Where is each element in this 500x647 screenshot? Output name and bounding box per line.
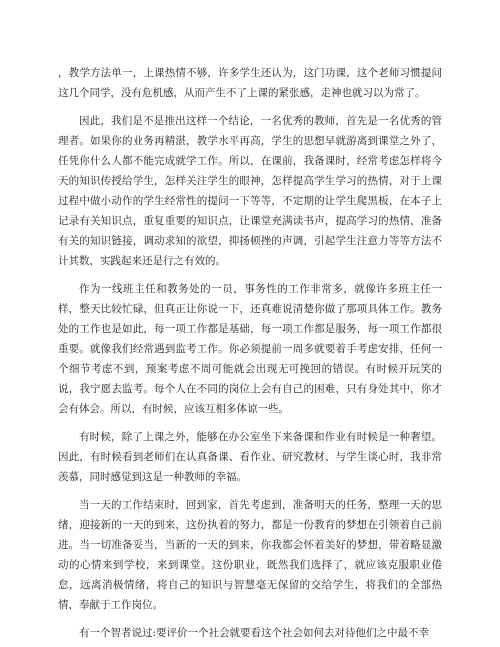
- paragraph-4: 有时候，除了上课之外，能够在办公室坐下来备课和作业有时候是一种奢望。因此，有时候看到老师们在认真备课、看作业、研究教材、与学生谈心时，我非常羡慕，同时感觉到这是一种教师的幸福。: [58, 431, 442, 483]
- paragraph-2: 因此，我们是不是推出这样一个结论，一名优秀的教师，首先是一名优秀的管理者。如果你的业务再精湛，教学水平再高，学生的思想早就游离到课堂之外了，任凭你什么人都不能完成就学工作。所以，在课前，我备课时，经常考虑怎样将今天的知识传授给学生，怎样关注学生的眼神，怎样提高学生学习的热情，对于上课过程中做小动作的学生经常性的提问一下等等，不定期的让学生爬黑板，在本子上记录有关知识点，重复重要的知识点，让课堂充满读书声，提高学习的热情，准备有关的知识链接，调动求知的欲望，抑扬顿挫的声调，引起学生注意力等等方法不计其数，实践起来还是行之有效的。: [58, 115, 442, 267]
- paragraph-1: ，教学方法单一，上课热情不够，许多学生还认为，这门功课，这个老师习惯提问这几个同学，没有危机感，从而产生不了上课的紧张感，走神也就习以为常了。: [58, 67, 442, 99]
- paragraph-6: 有一个智者说过:要评价一个社会就要看这个社会如何去对待他们之中最不幸: [79, 627, 430, 639]
- paragraph-5: 当一天的工作结束时，回到家，首先考虑到，准备明天的任务，整理一天的思绪，迎接新的一天的到来，这份执着的努力，都是一份教育的梦想在引领着自己前进。当一切准备妥当，当新的一天的到来，你我都会怀着美好的梦想，带着略显激动的心情来到学校，来到课堂。这份职业，既然我们选择了，就应该克服职业倦怠，远离消极情绪，将自己的知识与智慧毫无保留的交给学生，将我们的全部热情，奉献于工作岗位。: [58, 499, 442, 611]
- paragraph-3: 作为一线班主任和教务处的一员，事务性的工作非常多，就像许多班主任一样，整天比较忙碌，但真正让你说一下，还真难说清楚你做了那项具体工作。教务处的工作也是如此，每一项工作都是基础，每一项工作都是服务，每一项工作都很重要。就像我们经常遇到监考工作。你必须提前一周多就要着手考虑安排，任何一个细节考虑不到，预案考虑不周可能就会出现无可挽回的错误。有时候开玩笑的说，我宁愿去监考。每个人在不同的岗位上会有自己的困难，只有身处其中，你才会有体会。所以，有时候，应该互相多体谅一些。: [58, 283, 442, 415]
- document-body: [58, 63, 442, 643]
